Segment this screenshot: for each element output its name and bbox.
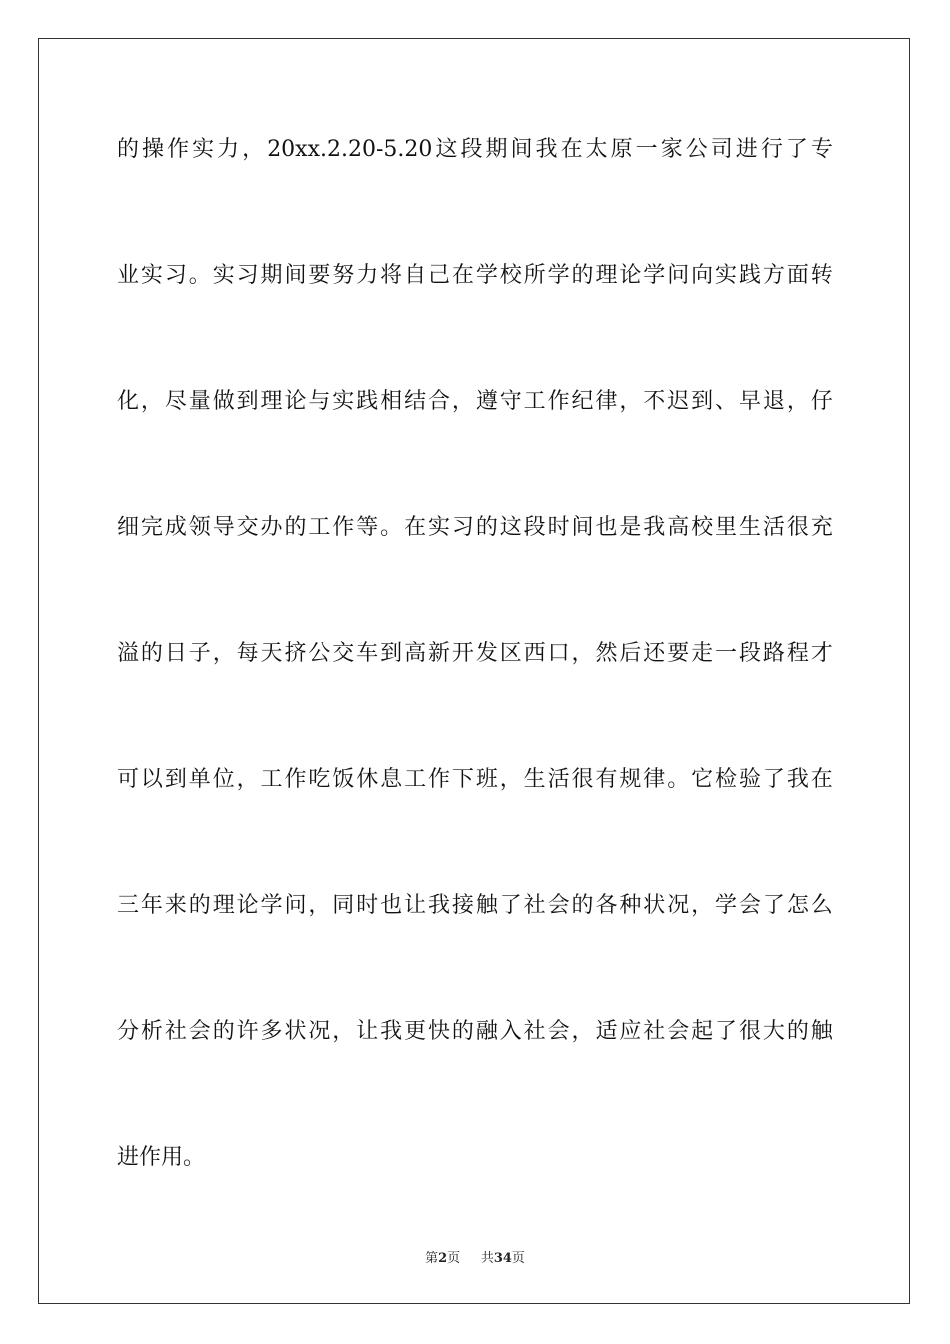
text-glyph: 时 [356,893,379,918]
text-glyph: ， [332,1019,355,1044]
text-glyph: 合 [427,389,450,414]
text-glyph: 。 [667,767,690,792]
text-glyph: 将 [380,263,403,288]
text-glyph: 是 [619,515,642,540]
text-line-6 [117,754,833,880]
text-glyph: ， [308,893,331,918]
text-glyph: 律 [595,389,618,414]
text-glyph: 检 [715,767,738,792]
text-glyph: 了 [762,893,785,918]
text-glyph: 相 [380,389,403,414]
text-glyph: 它 [691,767,714,792]
text-glyph: 导 [212,515,235,540]
text-glyph: 工 [404,767,427,792]
text-glyph: 区 [499,641,522,666]
text-line-4 [117,502,833,628]
page-footer [0,1247,950,1266]
text-glyph: 作 [332,515,355,540]
text-glyph: 化 [117,389,140,414]
text-glyph: 学 [547,263,570,288]
text-glyph: 间 [510,137,533,162]
text-glyph: 要 [667,641,690,666]
text-glyph: 业 [117,263,140,288]
text-glyph: 习 [164,263,187,288]
text-glyph: 每 [236,641,259,666]
text-glyph: 我 [643,515,666,540]
text-glyph: 车 [356,641,379,666]
text-glyph: 怎 [786,893,809,918]
text-glyph: 么 [810,893,833,918]
text-glyph: 很 [786,515,809,540]
text-glyph: 学 [643,263,666,288]
text-glyph: 里 [715,515,738,540]
footer-total-prefix: 共 [480,1251,494,1266]
text-glyph: 。 [380,515,403,540]
text-glyph: 等 [356,515,379,540]
text-glyph: 三 [117,893,140,918]
text-glyph: 遵 [475,389,498,414]
text-glyph: 走 [691,641,714,666]
text-glyph: 校 [499,263,522,288]
text-glyph: 天 [260,641,283,666]
text-glyph: 会 [547,893,570,918]
text-glyph: 来 [164,893,187,918]
text-glyph: 家 [660,137,683,162]
text-glyph: 融 [475,1019,498,1044]
text-line-7 [117,880,833,1006]
text-glyph: 很 [738,1019,761,1044]
text-glyph: ， [236,767,259,792]
text-glyph: 践 [738,263,761,288]
text-glyph: ， [451,389,474,414]
text-glyph: 触 [810,1019,833,1044]
text-glyph: 社 [164,1019,187,1044]
text-glyph: 会 [738,893,761,918]
text-glyph: 实 [715,263,738,288]
text-glyph: 路 [762,641,785,666]
text-glyph: 我 [786,767,809,792]
footer-page-number: 2 [438,1251,448,1266]
text-glyph: 践 [356,389,379,414]
text-glyph: 期 [260,263,283,288]
text-glyph: 验 [738,767,761,792]
text-glyph: 了 [715,1019,738,1044]
text-glyph: 问 [284,893,307,918]
text-glyph: 努 [332,263,355,288]
text-glyph: 的 [571,893,594,918]
text-glyph: 挤 [284,641,307,666]
text-glyph: 20xx.2.20-5.20 [267,137,433,162]
text-glyph: 间 [571,515,594,540]
text-glyph: 行 [760,137,783,162]
text-glyph: 的 [571,263,594,288]
text-glyph: 力 [217,137,240,162]
text-glyph: 起 [691,1019,714,1044]
text-glyph: 工 [260,767,283,792]
text-glyph: 自 [404,263,427,288]
text-glyph: 专 [810,137,833,162]
text-glyph: 作 [547,389,570,414]
text-glyph: 学 [475,263,498,288]
text-glyph: 社 [523,1019,546,1044]
text-glyph: 许 [236,1019,259,1044]
text-glyph: 的 [451,1019,474,1044]
text-glyph: 到 [164,767,187,792]
text-glyph: 分 [117,1019,140,1044]
text-glyph: 大 [762,1019,785,1044]
text-glyph: 不 [643,389,666,414]
text-glyph: 力 [356,263,379,288]
text-glyph: 律 [643,767,666,792]
text-glyph: ， [571,1019,594,1044]
text-glyph: 量 [188,389,211,414]
text-glyph: 习 [236,263,259,288]
text-glyph: 学 [715,893,738,918]
text-glyph: 实 [192,137,215,162]
text-glyph: 新 [427,641,450,666]
text-glyph: 实 [332,389,355,414]
text-glyph: 让 [404,893,427,918]
text-glyph: 所 [523,263,546,288]
text-glyph: 论 [284,389,307,414]
text-glyph: 然 [595,641,618,666]
text-glyph: ， [691,893,714,918]
text-glyph: 规 [619,767,642,792]
text-glyph: 程 [786,641,809,666]
text-glyph: 年 [140,893,163,918]
text-glyph: 会 [547,1019,570,1044]
text-glyph: 与 [308,389,331,414]
text-glyph: 完 [140,515,163,540]
text-glyph: 作 [284,767,307,792]
text-glyph: 原 [610,137,633,162]
text-line-1 [117,124,833,250]
text-glyph: 会 [188,1019,211,1044]
text-glyph: 了 [785,137,808,162]
text-glyph: 班 [475,767,498,792]
text-glyph: 况 [667,893,690,918]
text-glyph: 的 [117,137,140,162]
text-glyph: ， [212,641,235,666]
text-line-8 [117,1006,833,1132]
text-glyph: 更 [404,1019,427,1044]
text-glyph: 段 [460,137,483,162]
text-glyph: 状 [284,1019,307,1044]
text-glyph: 理 [595,263,618,288]
text-glyph: 论 [236,893,259,918]
text-glyph: 也 [380,893,403,918]
text-glyph: 下 [451,767,474,792]
text-glyph: 位 [212,767,235,792]
text-glyph: 实 [212,263,235,288]
text-glyph: 在 [560,137,583,162]
text-glyph: 的 [212,1019,235,1044]
text-glyph: 才 [810,641,833,666]
text-glyph: 细 [117,515,140,540]
text-glyph: 同 [332,893,355,918]
text-glyph: 休 [356,767,379,792]
text-glyph: 在 [810,767,833,792]
text-glyph: 结 [404,389,427,414]
text-line-9: 进作用。 [117,1145,206,1170]
text-glyph: 到 [691,389,714,414]
text-glyph: 以 [140,767,163,792]
text-glyph: 开 [451,641,474,666]
text-glyph: 子 [188,641,211,666]
text-glyph: 操 [142,137,165,162]
text-glyph: 交 [236,515,259,540]
text-glyph: ， [571,641,594,666]
text-glyph: 社 [523,893,546,918]
text-glyph: 活 [547,767,570,792]
text-glyph: 办 [260,515,283,540]
text-glyph: 的 [140,641,163,666]
text-glyph: 到 [380,641,403,666]
text-glyph: ， [242,137,265,162]
text-glyph: 在 [451,263,474,288]
text-glyph: 在 [404,515,427,540]
text-glyph: 学 [260,893,283,918]
text-glyph: 仔 [810,389,833,414]
footer-page-prefix: 第 [425,1251,439,1266]
text-glyph: 很 [571,767,594,792]
text-glyph: 入 [499,1019,522,1044]
text-glyph: 校 [691,515,714,540]
text-glyph: ， [619,389,642,414]
text-glyph: 退 [762,389,785,414]
text-glyph: 单 [188,767,211,792]
text-glyph: ， [499,767,522,792]
text-glyph: 作 [427,767,450,792]
text-glyph: 这 [435,137,458,162]
text-glyph: 的 [188,893,211,918]
text-glyph: 后 [619,641,642,666]
text-glyph: 让 [356,1019,379,1044]
text-glyph: 也 [595,515,618,540]
text-glyph: 实 [427,515,450,540]
text-glyph: 段 [523,515,546,540]
text-glyph: 我 [380,1019,403,1044]
text-glyph: 向 [691,263,714,288]
text-glyph: 纪 [571,389,594,414]
text-glyph: ， [786,389,809,414]
text-glyph: 守 [499,389,522,414]
text-glyph: 问 [667,263,690,288]
text-glyph: 种 [619,893,642,918]
text-glyph: 各 [595,893,618,918]
text-glyph: 口 [547,641,570,666]
text-glyph: 进 [735,137,758,162]
text-glyph: 饭 [332,767,355,792]
text-glyph: 方 [762,263,785,288]
text-glyph: 西 [523,641,546,666]
text-glyph: 迟 [667,389,690,414]
text-glyph: 领 [188,515,211,540]
text-glyph: 溢 [117,641,140,666]
text-glyph: 段 [738,641,761,666]
text-glyph: 公 [308,641,331,666]
text-glyph: 时 [547,515,570,540]
text-glyph: 了 [499,893,522,918]
text-glyph: 太 [585,137,608,162]
text-glyph: 要 [308,263,331,288]
text-glyph: 公 [685,137,708,162]
text-glyph: 期 [485,137,508,162]
text-glyph: 社 [643,1019,666,1044]
text-glyph: 、 [715,389,738,414]
text-glyph: 这 [499,515,522,540]
text-glyph: 习 [451,515,474,540]
text-glyph: 况 [308,1019,331,1044]
text-glyph: 会 [667,1019,690,1044]
footer-page-suffix: 页 [447,1251,461,1266]
text-glyph: 尽 [164,389,187,414]
text-glyph: 一 [635,137,658,162]
footer-total-suffix: 页 [511,1251,525,1266]
text-glyph: 生 [738,515,761,540]
text-glyph: 交 [332,641,355,666]
text-glyph: 到 [236,389,259,414]
text-glyph: 状 [643,893,666,918]
text-glyph: 我 [535,137,558,162]
text-glyph: 面 [786,263,809,288]
text-glyph: 高 [404,641,427,666]
text-glyph: 的 [786,1019,809,1044]
text-glyph: 日 [164,641,187,666]
text-glyph: 可 [117,767,140,792]
text-glyph: 作 [167,137,190,162]
text-glyph: 理 [260,389,283,414]
text-glyph: 转 [810,263,833,288]
text-line-5 [117,628,833,754]
text-glyph: 做 [212,389,235,414]
text-glyph: 充 [810,515,833,540]
footer-total-pages: 34 [493,1251,512,1266]
text-glyph: 活 [762,515,785,540]
text-glyph: 了 [762,767,785,792]
text-glyph: 的 [284,515,307,540]
text-glyph: 快 [427,1019,450,1044]
text-glyph: 发 [475,641,498,666]
text-glyph: 触 [475,893,498,918]
text-glyph: 。 [188,263,211,288]
text-glyph: 理 [212,893,235,918]
text-glyph: 息 [380,767,403,792]
text-glyph: ， [140,389,163,414]
text-glyph: 工 [308,515,331,540]
text-glyph: 有 [595,767,618,792]
document-body [117,124,833,1258]
text-glyph: 工 [523,389,546,414]
text-glyph: 生 [523,767,546,792]
text-line-2 [117,250,833,376]
text-glyph: 的 [475,515,498,540]
text-glyph: 适 [595,1019,618,1044]
text-glyph: 还 [643,641,666,666]
text-glyph: 接 [451,893,474,918]
text-glyph: 司 [710,137,733,162]
text-glyph: 成 [164,515,187,540]
text-glyph: 应 [619,1019,642,1044]
text-glyph: 高 [667,515,690,540]
text-glyph: 多 [260,1019,283,1044]
text-glyph: 实 [140,263,163,288]
text-glyph: 吃 [308,767,331,792]
text-glyph: 我 [427,893,450,918]
text-glyph: 一 [715,641,738,666]
text-glyph: 论 [619,263,642,288]
text-glyph: 早 [738,389,761,414]
text-line-3 [117,376,833,502]
text-glyph: 己 [427,263,450,288]
text-glyph: 间 [284,263,307,288]
text-glyph: 析 [140,1019,163,1044]
